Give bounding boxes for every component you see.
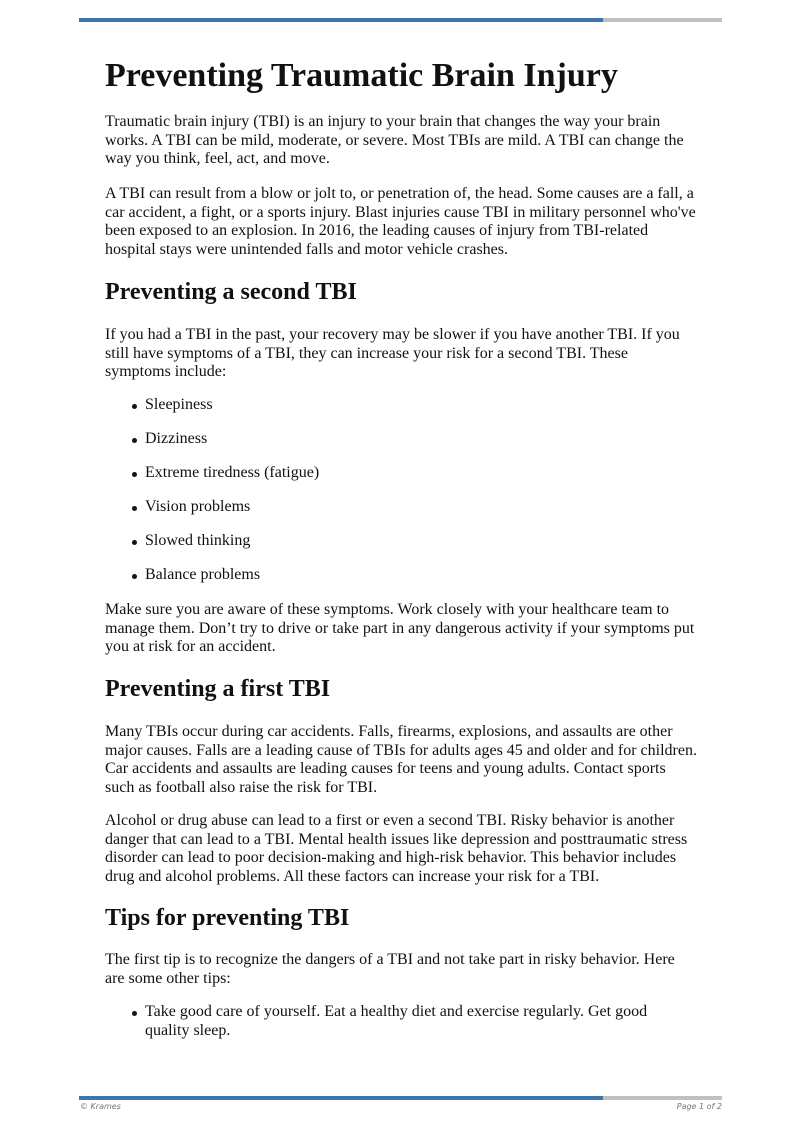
section-heading-tips: Tips for preventing TBI	[105, 905, 350, 931]
intro-paragraph: A TBI can result from a blow or jolt to, or penetration of, the head. Some causes are a fall, a car accident, a fight, or a sports injury. Blast injuries cause TBI in military personnel who've been exposed to an explosion. In 2016, the leading causes of injury from TBI-related hospital stays were unintended falls and motor vehicle crashes.	[105, 185, 696, 259]
footer-copyright: © Krames	[80, 1102, 121, 1111]
paragraph: Make sure you are aware of these symptoms. Work closely with your healthcare team to manage them. Don’t try to drive or take part in any dangerous activity if your symptoms put you at risk for an accident.	[105, 601, 695, 656]
paragraph: If you had a TBI in the past, your recovery may be slower if you have another TBI. If you still have symptoms of a TBI, they can increase your risk for a second TBI. These symptoms include:	[105, 326, 680, 381]
list-item: Dizziness	[145, 430, 685, 449]
list-item: Balance problems	[145, 566, 685, 585]
list-item: Slowed thinking	[145, 532, 685, 551]
paragraph: The first tip is to recognize the dangers of a TBI and not take part in risky behavior. Here are some other tips:	[105, 951, 675, 987]
footer-bar-accent	[79, 1096, 603, 1100]
list-item: Extreme tiredness (fatigue)	[145, 464, 685, 483]
list-item: Vision problems	[145, 498, 685, 517]
header-bar	[79, 18, 722, 22]
paragraph: Many TBIs occur during car accidents. Falls, firearms, explosions, and assaults are other major causes. Falls are a leading cause of TBIs for adults ages 45 and older and for children. Car accidents and assaults are leading causes for teens and young adults. Contact sports such as football also raise the risk for TBI.	[105, 723, 697, 797]
page-title: Preventing Traumatic Brain Injury	[105, 57, 618, 94]
list-item: Sleepiness	[145, 396, 685, 415]
intro-paragraph: Traumatic brain injury (TBI) is an injury to your brain that changes the way your brain works. A TBI can be mild, moderate, or severe. Most TBIs are mild. A TBI can change the way you think, feel, act, and move.	[105, 113, 684, 168]
footer-page-number: Page 1 of 2	[676, 1102, 722, 1111]
list-item: Take good care of yourself. Eat a healthy diet and exercise regularly. Get good quality sleep.	[145, 1003, 685, 1040]
section-heading-second-tbi: Preventing a second TBI	[105, 279, 357, 305]
paragraph: Alcohol or drug abuse can lead to a first or even a second TBI. Risky behavior is another danger that can lead to a TBI. Mental health issues like depression and posttraumatic stress disorder can lead to poor decision-making and high-risk behavior. This behavior includes drug and alcohol problems. All these factors can increase your risk for a TBI.	[105, 812, 688, 886]
footer-bar	[79, 1096, 722, 1100]
section-heading-first-tbi: Preventing a first TBI	[105, 676, 331, 702]
header-bar-accent	[79, 18, 603, 22]
